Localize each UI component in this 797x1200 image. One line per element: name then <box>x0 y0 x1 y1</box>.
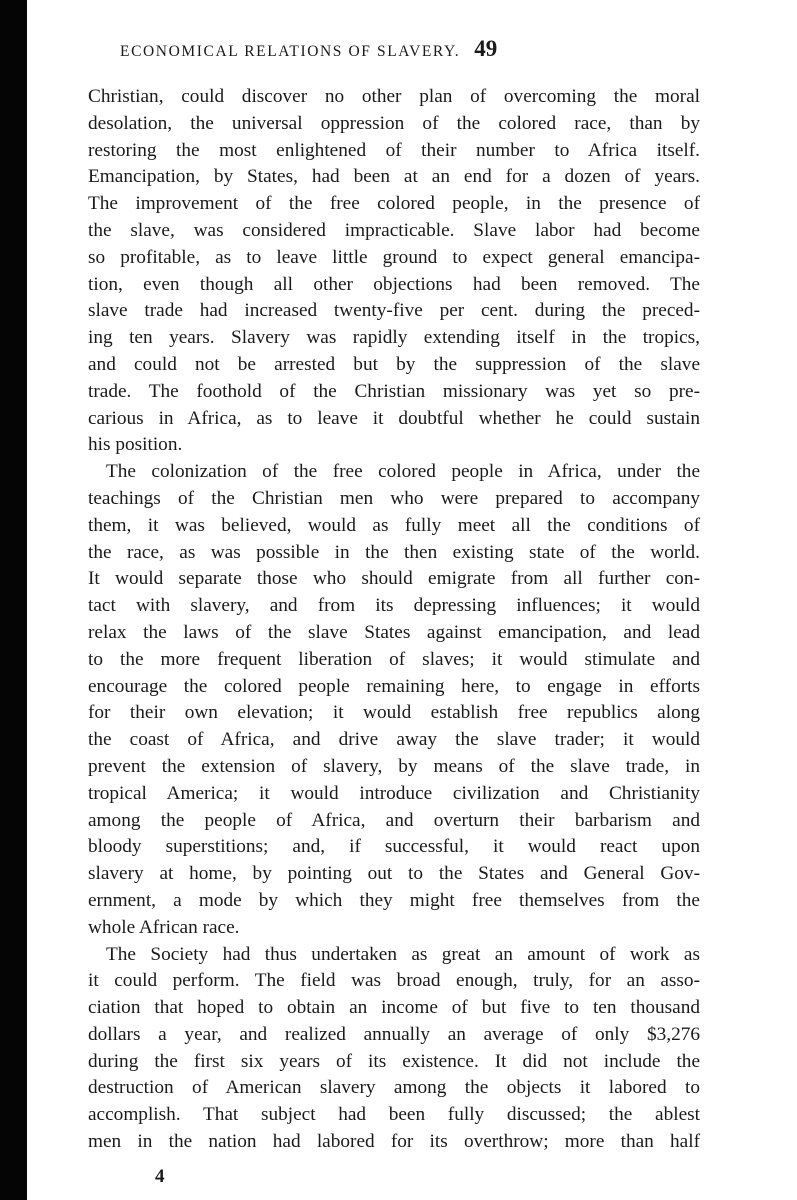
signature-mark: 4 <box>155 1166 165 1187</box>
text-line: to the more frequent liberation of slaves; it would stimulate and <box>88 648 700 670</box>
text-line: tion, even though all other objections had been removed. The <box>88 273 700 295</box>
text-line: teachings of the Christian men who were prepared to accompany <box>88 487 700 509</box>
text-line: encourage the colored people remaining here, to engage in efforts <box>88 675 700 697</box>
paragraph <box>88 942 700 1156</box>
text-line: carious in Africa, as to leave it doubtful whether he could sustain <box>88 407 700 429</box>
book-binding-edge <box>0 0 27 1200</box>
text-line: the coast of Africa, and drive away the slave trader; it would <box>88 729 700 751</box>
text-line: and could not be arrested but by the suppression of the slave <box>88 353 700 375</box>
text-line: Emancipation, by States, had been at an end for a dozen of years. <box>88 166 700 188</box>
text-line: ernment, a mode by which they might free themselves from the <box>88 889 700 911</box>
text-line: The improvement of the free colored people, in the presence of <box>88 193 700 215</box>
text-line: destruction of American slavery among the objects it labored to <box>88 1077 700 1099</box>
text-line: ing ten years. Slavery was rapidly extending itself in the tropics, <box>88 327 700 349</box>
text-line: so profitable, as to leave little ground to expect general emancipa- <box>88 246 700 268</box>
text-line: dollars a year, and realized annually an average of only $3,276 <box>88 1023 700 1045</box>
text-line: restoring the most enlightened of their number to Africa itself. <box>88 139 700 161</box>
text-line: whole African race. <box>88 916 240 938</box>
text-line: prevent the extension of slavery, by means of the slave trade, in <box>88 755 700 777</box>
text-line: trade. The foothold of the Christian missionary was yet so pre- <box>88 380 700 402</box>
page-body <box>88 84 700 1156</box>
text-line: slave trade had increased twenty-five per cent. during the preced- <box>88 300 700 322</box>
text-line: tropical America; it would introduce civilization and Christianity <box>88 782 700 804</box>
running-title: ECONOMICAL RELATIONS OF SLAVERY. <box>120 43 461 60</box>
text-line: relax the laws of the slave States against emancipation, and lead <box>88 621 700 643</box>
text-line: men in the nation had labored for its overthrow; more than half <box>88 1131 700 1153</box>
text-line: desolation, the universal oppression of the colored race, than by <box>88 112 700 134</box>
page-number: 49 <box>474 36 498 61</box>
paragraph <box>88 459 700 941</box>
text-line: Christian, could discover no other plan of overcoming the moral <box>88 86 700 107</box>
text-line: the race, as was possible in the then existing state of the world. <box>88 541 700 563</box>
text-line: bloody superstitions; and, if successful, it would react upon <box>88 836 700 858</box>
text-line: ciation that hoped to obtain an income of but five to ten thousand <box>88 997 700 1019</box>
text-line: the slave, was considered impracticable. Slave labor had become <box>88 219 700 241</box>
text-line: tact with slavery, and from its depressing influences; it would <box>88 595 700 617</box>
page-header <box>120 36 497 62</box>
text-line: them, it was believed, would as fully meet all the conditions of <box>88 514 700 536</box>
text-line: for their own elevation; it would establish free republics along <box>88 702 700 724</box>
text-line: The colonization of the free colored people in Africa, under the <box>106 461 700 483</box>
text-line: It would separate those who should emigrate from all further con- <box>88 568 700 590</box>
text-line: The Society had thus undertaken as great an amount of work as <box>106 943 700 965</box>
text-line: his position. <box>88 434 183 456</box>
text-line: during the first six years of its existence. It did not include the <box>88 1050 700 1072</box>
text-line: it could perform. The field was broad enough, truly, for an asso- <box>88 970 700 992</box>
text-line: accomplish. That subject had been fully discussed; the ablest <box>88 1104 700 1126</box>
paragraph <box>88 84 700 459</box>
text-line: slavery at home, by pointing out to the States and General Gov- <box>88 863 700 885</box>
text-line: among the people of Africa, and overturn their barbarism and <box>88 809 700 831</box>
